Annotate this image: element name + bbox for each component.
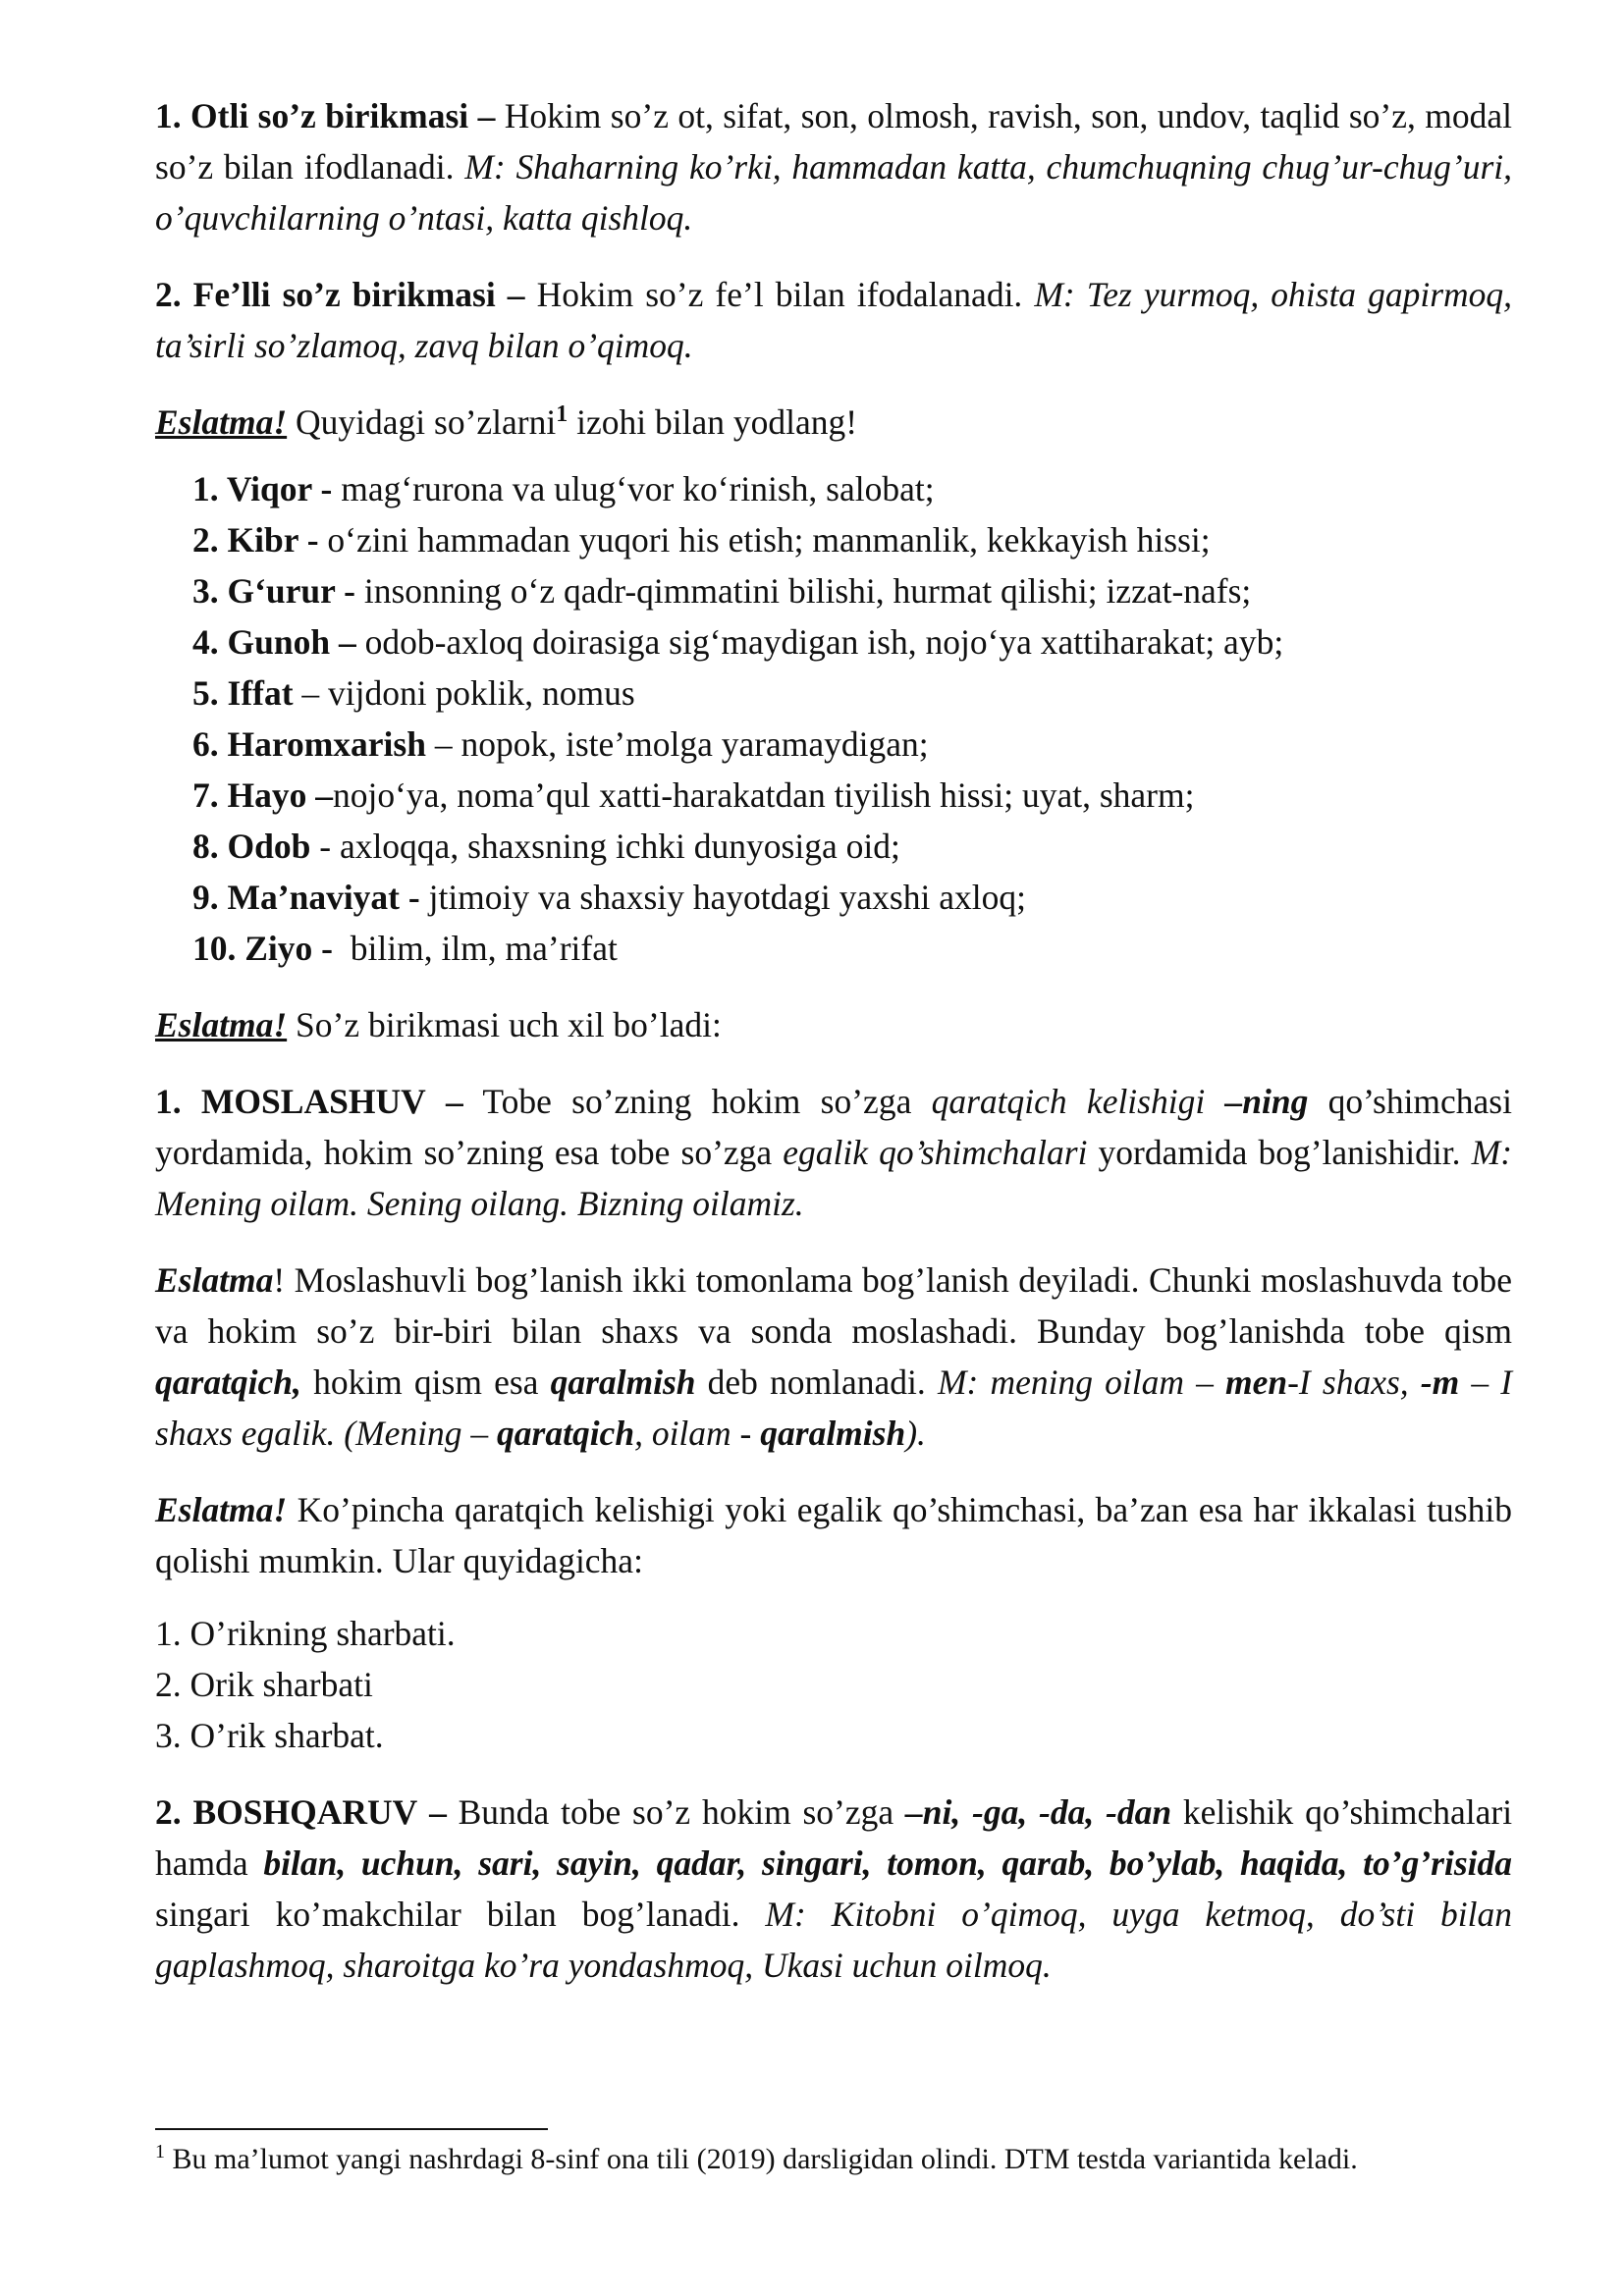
- bold-term: qaralmish: [760, 1414, 906, 1453]
- vocab-item: [192, 514, 1512, 565]
- note-text: So’z birikmasi uch xil bo’ladi:: [296, 1005, 722, 1044]
- vocab-term: 10. Ziyo: [192, 929, 313, 968]
- note-text: Quyidagi so’zlarni: [296, 402, 557, 442]
- vocab-item: [192, 923, 1512, 974]
- note-label: Eslatma!: [155, 1490, 288, 1529]
- footnote: [155, 2140, 1530, 2179]
- vocab-term: 9. Ma’naviyat: [192, 878, 401, 917]
- vocab-term: 5. Iffat: [192, 673, 294, 713]
- vocab-term: 4. Gunoh: [192, 622, 331, 662]
- vocab-definition: insonning o‘z qadr-qimmatini bilishi, hurmat qilishi; izzat-nafs;: [363, 571, 1252, 611]
- section-title: BOSHQARUV: [192, 1792, 418, 1832]
- vocab-separator: –: [425, 724, 461, 764]
- note-types: [155, 999, 1512, 1050]
- body-text: kelishik qo’shimchalari hamda: [155, 1792, 1513, 1883]
- section-text: Hokim so’z fe’l bilan ifodalanadi.: [536, 275, 1023, 314]
- section-number: 1.: [155, 1082, 182, 1121]
- vocabulary-list: [192, 463, 1512, 974]
- bold-term: bilan, uchun, sari, sayin, qadar, singari, tomon, qarab, bo’ylab, haqida, to’g’risida: [263, 1843, 1512, 1883]
- footnote-text: Bu ma’lumot yangi nashrdagi 8-sinf ona tili (2019) darsligidan olindi. DTM testda variantida keladi.: [172, 2143, 1358, 2175]
- vocab-separator: –: [306, 775, 333, 815]
- dash: –: [429, 1792, 447, 1832]
- example-text: , oilam -: [634, 1414, 752, 1453]
- footnote-ref: 1: [556, 401, 568, 428]
- vocab-separator: –: [330, 622, 365, 662]
- section-number: 2.: [155, 1792, 182, 1832]
- vocab-definition: bilim, ilm, ma’rifat: [341, 929, 618, 968]
- dash: –: [477, 96, 496, 135]
- vocab-definition: o‘zini hammadan yuqori his etish; manmanlik, kekkayish hissi;: [327, 520, 1211, 560]
- exclamation: !: [273, 1260, 286, 1300]
- example-text: M: Tez yurmoq, ohista gapirmoq, ta’sirli so’zlamoq, zavq bilan o’qimoq.: [155, 275, 1513, 365]
- italic-term: qaratqich kelishigi: [931, 1082, 1206, 1121]
- vocab-item: [192, 463, 1512, 514]
- example-text: M: mening oilam –: [937, 1362, 1214, 1402]
- vocab-definition: nopok, iste’molga yaramaydigan;: [460, 724, 929, 764]
- example-text: ).: [905, 1414, 926, 1453]
- dash: –: [507, 275, 525, 314]
- vocab-item: [192, 667, 1512, 719]
- vocab-separator: -: [310, 827, 340, 866]
- paragraph-moslashuv: [155, 1076, 1512, 1229]
- section-number: 1.: [155, 96, 182, 135]
- italic-term: egalik qo’shimchalari: [783, 1133, 1088, 1172]
- list-item: 1. O’rikning sharbati.: [155, 1614, 456, 1653]
- vocab-term: 2. Kibr: [192, 520, 298, 560]
- section-title: Otli so’z birikmasi: [190, 96, 469, 135]
- vocab-definition: odob-axloq doirasiga sig‘maydigan ish, nojo‘ya xattiharakat; ayb;: [364, 622, 1284, 662]
- bold-term: -m: [1420, 1362, 1460, 1402]
- note-label: Eslatma!: [155, 402, 288, 442]
- bold-term: qaralmish: [550, 1362, 696, 1402]
- body-text: Bunda tobe so’z hokim so’zga: [458, 1792, 894, 1832]
- dash: –: [446, 1082, 463, 1121]
- example-text: M: Mening oilam. Sening oilang. Bizning oilamiz.: [155, 1133, 1513, 1223]
- note-moslashuv: [155, 1255, 1512, 1459]
- vocab-item: [192, 770, 1512, 821]
- section-title: MOSLASHUV: [200, 1082, 426, 1121]
- body-text: singari ko’makchilar bilan bog’lanadi.: [155, 1895, 740, 1934]
- example-text: – I shaxs egalik. (Mening –: [155, 1362, 1513, 1453]
- paragraph-otli-birikma: [155, 90, 1512, 243]
- section-number: 2.: [155, 275, 182, 314]
- vocab-separator: -: [298, 520, 328, 560]
- vocab-item: [192, 719, 1512, 770]
- bold-term: qaratqich,: [155, 1362, 301, 1402]
- footnote-divider: [155, 2128, 548, 2130]
- vocab-term: 7. Hayo: [192, 775, 307, 815]
- vocab-definition: vijdoni poklik, nomus: [328, 673, 635, 713]
- vocab-definition: axloqqa, shaxsning ichki dunyosiga oid;: [339, 827, 900, 866]
- vocab-definition: nojo‘ya, noma’qul xatti-harakatdan tiyilish hissi; uyat, sharm;: [333, 775, 1195, 815]
- note-text: Ko’pincha qaratqich kelishigi yoki egalik qo’shimchasi, ba’zan esa har ikkalasi tushib qolishi mumkin. Ular quyidagicha:: [155, 1490, 1512, 1580]
- vocab-definition: mag‘rurona va ulug‘vor ko‘rinish, salobat;: [341, 469, 935, 508]
- body-text: hokim qism esa: [313, 1362, 539, 1402]
- paragraph-felli-birikma: [155, 269, 1512, 371]
- vocab-term: 6. Haromxarish: [192, 724, 426, 764]
- vocab-item: [192, 821, 1512, 872]
- vocab-definition: jtimoiy va shaxsiy hayotdagi yaxshi axloq;: [428, 878, 1026, 917]
- vocab-separator: -: [312, 929, 342, 968]
- section-text: Hokim so’z ot, sifat, son, olmosh, ravish, son, undov, taqlid so’z, modal so’z bilan ifodlanadi.: [155, 96, 1512, 187]
- list-item: 3. O’rik sharbat.: [155, 1716, 384, 1755]
- note-vocabulary: [155, 397, 1512, 448]
- vocab-term: 3. G‘urur: [192, 571, 336, 611]
- note-qaratqich: [155, 1484, 1512, 1586]
- vocab-item: [192, 872, 1512, 923]
- bold-suffix: –ning: [1224, 1082, 1309, 1121]
- document-page: [155, 90, 1512, 1991]
- body-text: Tobe so’zning hokim so’zga: [482, 1082, 912, 1121]
- paragraph-boshqaruv: [155, 1787, 1512, 1991]
- body-text: qo’shimchasi yordamida, hokim so’zning esa tobe so’zga: [155, 1082, 1512, 1172]
- bold-term: qaratqich: [497, 1414, 635, 1453]
- vocab-separator: -: [335, 571, 364, 611]
- bold-suffix: –ni, -ga, -da, -dan: [904, 1792, 1172, 1832]
- note-label: Eslatma: [155, 1260, 274, 1300]
- note-label: Eslatma!: [155, 1005, 288, 1044]
- vocab-item: [192, 565, 1512, 616]
- vocab-term: 8. Odob: [192, 827, 311, 866]
- example-text: M: Shaharning ko’rki, hammadan katta, chumchuqning chug’ur-chug’uri, o’quvchilarning o’ntasi, katta qishloq.: [155, 147, 1512, 238]
- vocab-term: 1. Viqor: [192, 469, 312, 508]
- example-text: M: Kitobni o’qimoq, uyga ketmoq, do’sti bilan gaplashmoq, sharoitga ko’ra yondashmoq, Ukasi uchun oilmoq.: [155, 1895, 1512, 1985]
- body-text: yordamida bog’lanishidir.: [1098, 1133, 1461, 1172]
- bold-term: men: [1224, 1362, 1288, 1402]
- vocab-separator: -: [311, 469, 342, 508]
- example-list: [155, 1608, 1512, 1761]
- list-item: 2. Orik sharbati: [155, 1665, 373, 1704]
- vocab-separator: –: [293, 673, 329, 713]
- footnote-number: 1: [155, 2141, 165, 2163]
- vocab-separator: -: [400, 878, 429, 917]
- body-text: deb nomlanadi.: [707, 1362, 926, 1402]
- section-title: Fe’lli so’z birikmasi: [192, 275, 496, 314]
- note-text: izohi bilan yodlang!: [576, 402, 858, 442]
- body-text: Moslashuvli bog’lanish ikki tomonlama bog’lanish deyiladi. Chunki moslashuvda tobe va hokim so’z bir-biri bilan shaxs va sonda moslashadi. Bunday bog’lanishda tobe qism: [155, 1260, 1512, 1351]
- example-text: -I shaxs,: [1287, 1362, 1409, 1402]
- vocab-item: [192, 616, 1512, 667]
